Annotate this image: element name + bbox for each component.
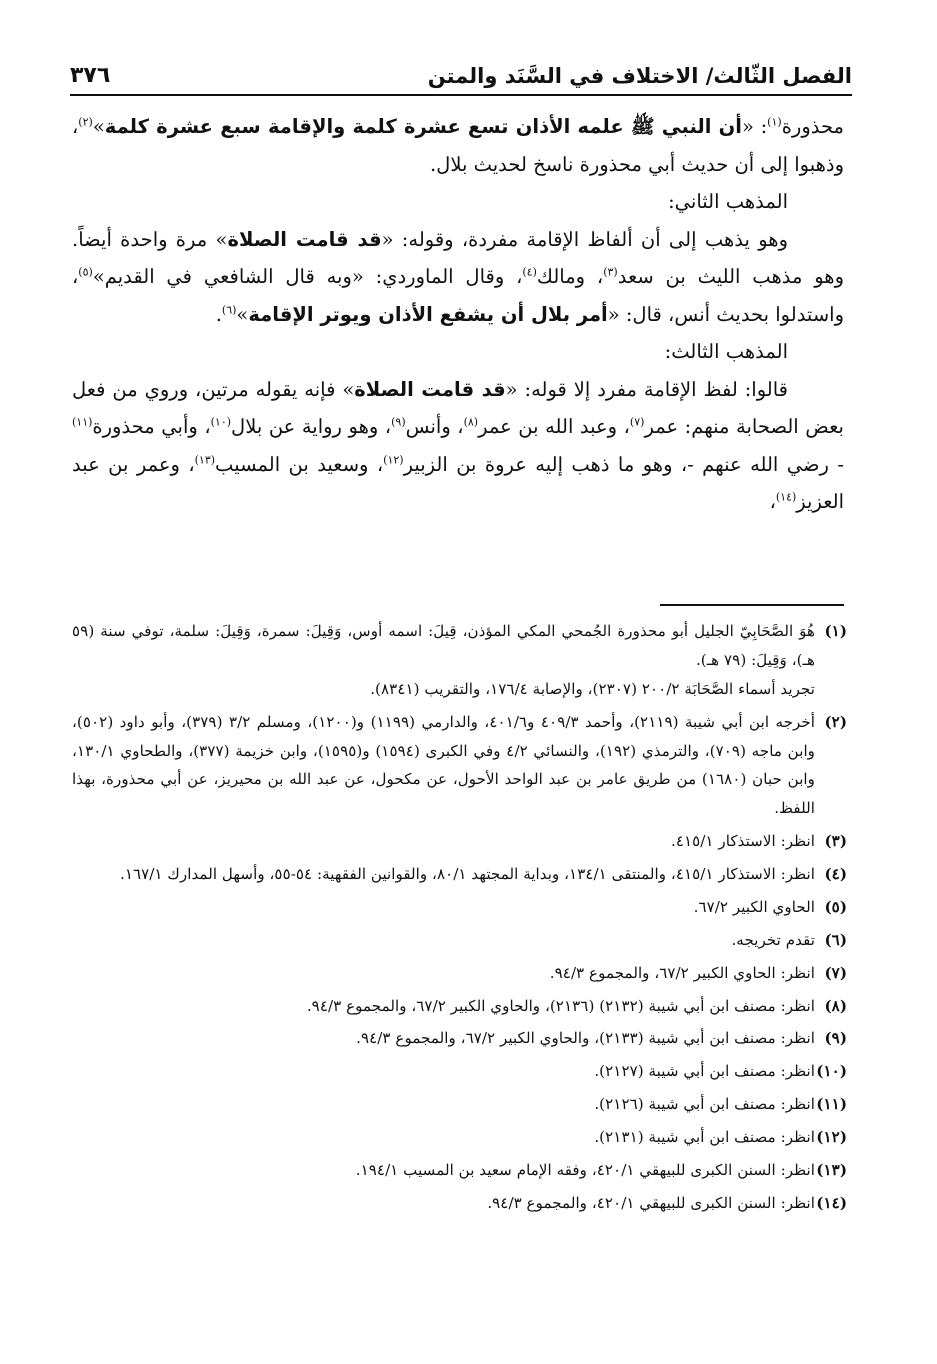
footnote-text: [72, 1189, 815, 1218]
footnote-text: [72, 827, 815, 856]
footnote: [72, 893, 847, 922]
footnote-number: (٥): [824, 897, 847, 916]
footnote-number: (١٤): [816, 1193, 847, 1212]
section-heading-3: المذهب الثالث:: [664, 340, 788, 364]
footnote-line: تجريد أسماء الصَّحَابَة ٢٠٠/٢ (٢٣٠٧)، والإصابة ١٧٦/٤، والتقريب (٨٣٤١).: [370, 679, 815, 698]
footnote-line: انظر: الاستذكار ٤١٥/١.: [671, 832, 815, 851]
footnote-number: (١١): [816, 1095, 847, 1114]
footnote-text: [72, 992, 815, 1021]
footnote-line: انظر: السنن الكبرى للبيهقي ٤٢٠/١، والمجموع ٩٤/٣.: [487, 1193, 815, 1212]
text: »: [92, 115, 105, 138]
footnote: [72, 1189, 847, 1218]
footnote-line: انظر: الحاوي الكبير ٦٧/٢، والمجموع ٩٤/٣.: [549, 963, 815, 982]
text: قالوا: لفظ الإقامة مفرد إلا قوله: «: [505, 377, 788, 401]
footnote: [72, 617, 847, 704]
text: »: [236, 302, 249, 326]
footnote: [72, 1057, 847, 1086]
hadith-quote: أن النبي ﷺ علمه الأذان تسع عشرة كلمة والإقامة سبع عشرة كلمة: [104, 115, 742, 138]
footnote-ref: (٤): [522, 265, 537, 279]
footnotes: [72, 617, 847, 1222]
page-number: ٣٧٦: [70, 63, 111, 88]
footnote-text: [72, 1024, 815, 1053]
footnote-number: (٣): [824, 832, 847, 851]
footnote: [72, 959, 847, 988]
footnote-text: [72, 1123, 815, 1152]
footnote: [72, 860, 847, 889]
footnote-ref: (٢): [78, 115, 93, 129]
footnote-separator: [660, 604, 844, 606]
text: ،: [769, 490, 776, 514]
footnote-line: الحاوي الكبير ٦٧/٢.: [693, 897, 815, 916]
footnote-line: انظر: مصنف ابن أبي شيبة (٢١٣١).: [594, 1128, 815, 1146]
footnote-ref: (٣): [603, 265, 618, 279]
text: ، وعمر بن عبد العزيز: [72, 452, 844, 514]
text: محذورة: [781, 115, 845, 138]
footnote-line: انظر: مصنف ابن أبي شيبة (٢١٢٧).: [594, 1062, 815, 1081]
footnote: [72, 1090, 847, 1119]
footnote-text: [72, 1057, 815, 1086]
footnote-text: [72, 708, 815, 824]
footnote: [72, 827, 847, 856]
footnote-ref: (١١): [72, 415, 93, 429]
hadith-quote: أمر بلال أن يشفع الأذان ويوتر الإقامة: [248, 302, 608, 326]
text: وهو يذهب إلى أن ألفاظ الإقامة مفردة، وقوله: «: [381, 227, 788, 251]
footnote-line: انظر: مصنف ابن أبي شيبة (٢١٣٣)، والحاوي الكبير ٦٧/٢، والمجموع ٩٤/٣.: [356, 1029, 815, 1048]
footnote: [72, 1024, 847, 1053]
text: ، وذهبوا إلى أن حديث أبي محذورة ناسخ لحديث بلال.: [72, 115, 844, 176]
paragraph-2: [72, 221, 844, 334]
footnote: [72, 926, 847, 955]
footnote: [72, 708, 847, 824]
footnote-line: انظر: الاستذكار ٤١٥/١، والمنتقى ١٣٤/١، وبداية المجتهد ٨٠/١، والقوانين الفقهية: ٥٤-٥٥، وأسهل المدارك ١٦٧/١.: [119, 865, 815, 883]
footnote-number: (٦): [824, 930, 847, 949]
hadith-quote: قد قامت الصلاة: [354, 377, 506, 401]
footnote: [72, 992, 847, 1021]
hadith-quote: قد قامت الصلاة: [227, 227, 382, 251]
text: ، وعبد الله بن عمر: [478, 415, 630, 439]
text: ، وأبي محذورة: [92, 415, 211, 439]
footnote-line: انظر: مصنف ابن أبي شيبة (٢١٢٦).: [594, 1095, 815, 1114]
text: » فإنه يقوله مرتين، وروي من فعل بعض الصحابة منهم: عمر: [72, 377, 844, 439]
text: .: [215, 302, 222, 326]
footnote-text: [72, 1090, 815, 1119]
footnote-ref: (٥): [78, 265, 93, 279]
footnote-ref: (٩): [391, 415, 406, 429]
footnote-number: (٨): [824, 996, 847, 1015]
footnote-number: (٢): [824, 712, 847, 731]
footnote-ref: (١٤): [775, 490, 797, 504]
footnote-line: انظر: مصنف ابن أبي شيبة (٢١٣٢) (٢١٣٦)، والحاوي الكبير ٦٧/٢، والمجموع ٩٤/٣.: [306, 996, 815, 1015]
chapter-title: الفصل الثّالث/ الاختلاف في السَّنَد والمتن: [427, 64, 852, 88]
text: ، واستدلوا بحديث أنس، قال: «: [72, 265, 844, 326]
main-text: [72, 108, 844, 521]
footnote-text: [72, 893, 815, 922]
paragraph-1: [72, 108, 844, 183]
footnote-ref: (١٢): [383, 453, 404, 467]
footnote-line: تقدم تخريجه.: [731, 930, 815, 949]
text: » مرة واحدة أيضاً. وهو مذهب الليث بن سعد: [72, 227, 845, 289]
text: ، وأنس: [405, 415, 464, 439]
footnote-number: (٧): [824, 963, 847, 982]
footnote-ref: (٧): [629, 415, 645, 429]
paragraph-3: [72, 371, 844, 521]
footnote: [72, 1156, 847, 1185]
footnote-line: انظر: السنن الكبرى للبيهقي ٤٢٠/١، وفقه الإمام سعيد بن المسيب ١٩٤/١.: [355, 1160, 815, 1179]
footnote-text: [72, 926, 815, 955]
section-heading-2: المذهب الثاني:: [668, 190, 788, 214]
footnote-text: [72, 959, 815, 988]
footnote-ref: (١): [767, 115, 782, 129]
footnote: [72, 1123, 847, 1152]
text: ، وسعيد بن المسيب: [215, 452, 384, 476]
footnote-number: (٤): [824, 865, 847, 883]
footnote-number: (١٣): [816, 1160, 847, 1179]
page-header: [70, 52, 852, 96]
footnote-ref: (١٣): [194, 453, 216, 467]
footnote-ref: (٦): [221, 303, 237, 317]
footnote-text: [72, 617, 815, 704]
footnote-number: (١٢): [816, 1128, 847, 1146]
text: ، وقال الماوردي: «وبه قال الشافعي في القديم»: [92, 265, 523, 289]
footnote-number: (٩): [824, 1029, 847, 1048]
footnote-number: (١٠): [816, 1062, 847, 1081]
text: : «: [742, 115, 768, 138]
footnote-number: (١): [824, 622, 847, 640]
footnote-line: أخرجه ابن أبي شيبة (٢١١٩)، وأحمد ٤٠٩/٣ و٤٠١/٦، والدارمي (١١٩٩) و(١٢٠٠)، ومسلم ٣/٢ (٣٧٩)، وأبو داود (٥٠٢)، وابن ماجه (٧٠٩)، والترمذي (١٩٢)، والنسائي ٤/٢ وفي الكبرى (١٥٩٤) و(١٥٩٥)، وابن خزيمة (٣٧٧)، والطحاوي ١٣٠/١، وابن حبان (١٦٨٠) من طريق عامر بن عبد الواحد الأحول، عن مكحول، عن عبد الله بن محيريز، عن أبي محذورة، بهذا اللفظ.: [72, 712, 816, 818]
text: ، ومالك: [536, 265, 604, 289]
footnote-line: هُوَ الصَّحَابِيّ الجليل أبو محذورة الجُمحي المكي المؤذن، قِيلَ: اسمه أوس، وَقِيلَ: سمرة، وَقِيلَ: سلمة، توفي سنة (٥٩ هـ)، وَقِيلَ: (٧٩ هـ).: [72, 622, 815, 669]
footnote-text: [72, 1156, 815, 1185]
text: - رضي الله عنهم -، وهو ما ذهب إليه عروة بن الزبير: [403, 452, 844, 476]
footnote-ref: (١٠): [210, 415, 232, 429]
footnote-text: [72, 860, 815, 889]
text: ، وهو رواية عن بلال: [231, 415, 392, 439]
footnote-ref: (٨): [463, 415, 479, 429]
